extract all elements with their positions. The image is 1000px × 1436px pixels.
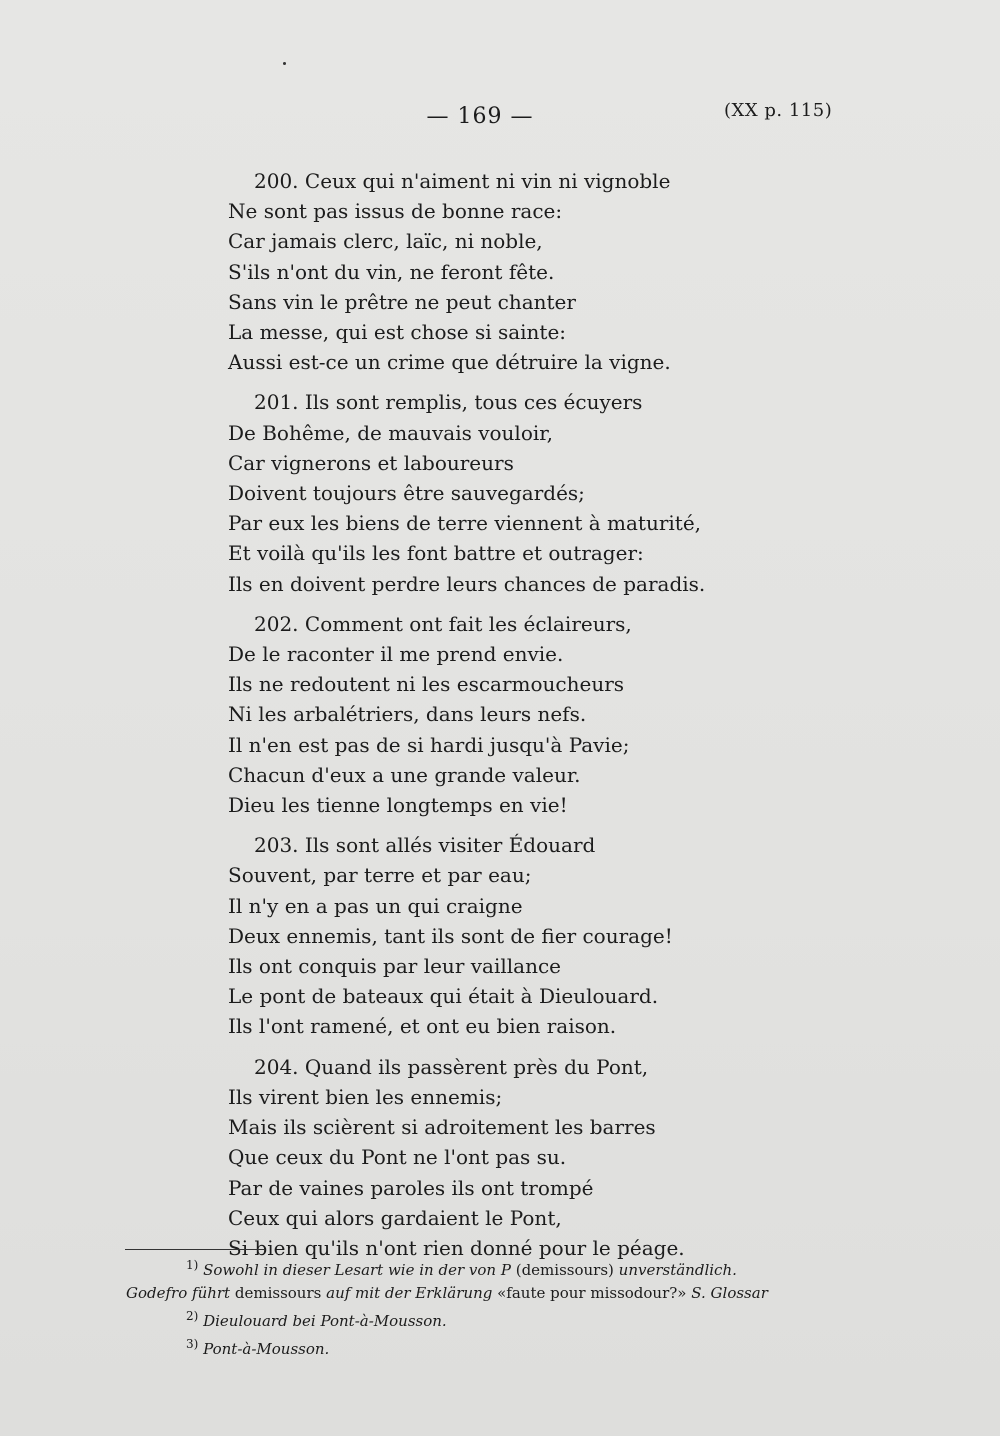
footnote-text: demissours (234, 1284, 322, 1302)
verse-line: Mais ils scièrent si adroitement les barres (228, 1115, 656, 1140)
footnote-number: 3) (186, 1337, 199, 1351)
footnote-1 (126, 1254, 866, 1282)
verse-line: Et voilà qu'ils les font battre et outrager: (228, 541, 644, 566)
verse-line: La messe, qui est chose si sainte: (228, 320, 567, 345)
verse-line: S'ils n'ont du vin, ne feront fête. (228, 259, 555, 284)
verse-line: Deux ennemis, tant ils sont de fier courage! (228, 923, 673, 948)
footnote-text: unverständlich. (618, 1261, 737, 1279)
verse-line: 201. Ils sont remplis, tous ces écuyers (254, 390, 643, 415)
verse-line: Aussi est-ce un crime que détruire la vigne. (228, 350, 671, 375)
footnote-text: auf mit der Erklärung (326, 1284, 493, 1302)
verse-line: Sans vin le prêtre ne peut chanter (228, 289, 576, 314)
verse-line: De Bohême, de mauvais vouloir, (228, 420, 553, 445)
footnote-3 (126, 1333, 866, 1361)
poem (228, 166, 788, 1273)
page-number: — 169 — (426, 104, 534, 129)
verse-line: Il n'en est pas de si hardi jusqu'à Pavie; (228, 732, 630, 757)
verse-line: Par eux les biens de terre viennent à maturité, (228, 511, 702, 536)
verse-line: Doivent toujours être sauvegardés; (228, 481, 585, 506)
footnote-text: «faute pour missodour?» (497, 1284, 687, 1302)
verse-line: 204. Quand ils passèrent près du Pont, (254, 1054, 649, 1079)
footnote-2 (126, 1305, 866, 1333)
verse-line: Le pont de bateaux qui était à Dieulouard. (228, 984, 659, 1009)
verse-line: Ils ne redoutent ni les escarmoucheurs (228, 672, 625, 697)
footnote-text: (demissours) (515, 1261, 614, 1279)
stanza-202 (228, 609, 788, 820)
footnote-text: Dieulouard bei Pont-à-Mousson. (203, 1312, 447, 1330)
verse-line: Que ceux du Pont ne l'ont pas su. (228, 1145, 567, 1170)
verse-line: Car vignerons et laboureurs (228, 450, 514, 475)
footnote-divider (125, 1249, 265, 1250)
verse-line: Ils ont conquis par leur vaillance (228, 954, 561, 979)
footnote-number: 1) (186, 1258, 199, 1272)
verse-line: Ils l'ont ramené, et ont eu bien raison. (228, 1014, 617, 1039)
footnote-text: Sowohl in dieser Lesart wie in der von P (203, 1261, 511, 1279)
footnote-text: S. Glossar (691, 1284, 768, 1302)
verse-line: 200. Ceux qui n'aiment ni vin ni vignoble (254, 169, 671, 193)
verse-line: Car jamais clerc, laïc, ni noble, (228, 229, 543, 254)
footnote-1-continued (126, 1282, 866, 1305)
verse-line: Souvent, par terre et par eau; (228, 863, 532, 888)
verse-line: Ne sont pas issus de bonne race: (228, 199, 563, 224)
verse-line: Ni les arbalétriers, dans leurs nefs. (228, 702, 587, 727)
verse-line: 202. Comment ont fait les éclaireurs, (254, 611, 632, 636)
verse-line: De le raconter il me prend envie. (228, 642, 564, 667)
verse-line: 203. Ils sont allés visiter Édouard (254, 833, 596, 858)
stanza-204 (228, 1052, 788, 1263)
verse-line: Dieu les tienne longtemps en vie! (228, 793, 568, 818)
footnote-text: Godefro führt (126, 1284, 231, 1302)
stanza-200 (228, 166, 788, 377)
verse-line: Il n'y en a pas un qui craigne (228, 893, 523, 918)
verse-line: Ceux qui alors gardaient le Pont, (228, 1205, 562, 1230)
stanza-201 (228, 387, 788, 598)
verse-line: Ils virent bien les ennemis; (228, 1084, 503, 1109)
stray-mark (283, 62, 286, 65)
footnotes (126, 1254, 866, 1361)
verse-line: Par de vaines paroles ils ont trompé (228, 1175, 594, 1200)
verse-line: Ils en doivent perdre leurs chances de paradis. (228, 571, 706, 596)
footnote-text: Pont-à-Mousson. (203, 1340, 330, 1358)
verse-line: Si bien qu'ils n'ont rien donné pour le péage. (228, 1235, 685, 1260)
verse-line: Chacun d'eux a une grande valeur. (228, 762, 581, 787)
page-reference: (XX p. 115) (724, 100, 833, 121)
stanza-203 (228, 830, 788, 1041)
footnote-number: 2) (186, 1309, 199, 1323)
